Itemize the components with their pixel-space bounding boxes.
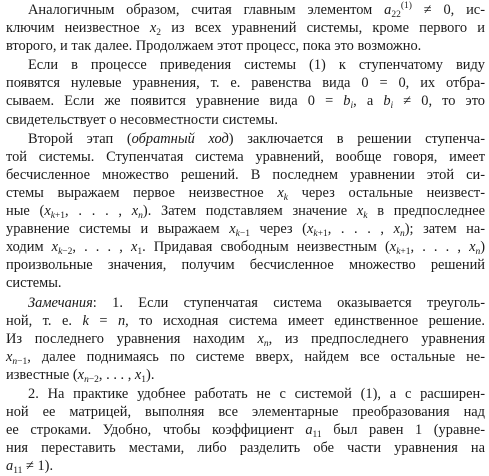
p2-line-2: появятся нулевые уравнения, т. е. равенства вида 0 = 0, их отбра- <box>6 75 485 92</box>
p3-line-6: уравнение системы и выражаем $x_{k-1}$ через ($x_{k+1}$, . . . , $x_n$); затем на- <box>6 221 486 240</box>
p4-line-2: ной, т. е. k = n, то исходная система имеет единственное решение. <box>6 312 486 329</box>
p3-line-8: произвольные значения, получим бесчисленное множество решений <box>6 257 485 274</box>
p1-line-1: Аналогичным образом, считая главным элементом $a_{22}^{(1)} \ne 0$, ис- <box>28 1 485 20</box>
p2-line-1: Если в процессе приведения системы (1) к ступенчатому виду <box>28 57 485 74</box>
paragraph-2 <box>6 56 485 128</box>
p1-line-2: ключим неизвестное $x_2$ из всех уравнений системы, кроме первого и <box>6 20 485 39</box>
p4-line-1: Замечания: 1. Если ступенчатая система оказывается треуголь- <box>28 294 485 311</box>
p4-line-3: Из последнего уравнения находим $x_n$, из предпоследнего уравнения <box>6 330 486 349</box>
p4-line-5: известные ($x_{n-2}$, . . . , $x_1$). <box>6 366 155 385</box>
p3-line-1: Второй этап (обратный ход) заключается в решении ступенча- <box>28 130 485 147</box>
p5-line-5: $a_{11} \ne 1$). <box>6 458 54 476</box>
p3-line-3: бесчисленное множество решений. В последнем уравнении этой си- <box>6 166 485 183</box>
p3-line-5: ные ($x_{k+1}$, . . . , $x_n$). Затем подставляем значение $x_k$ в предпоследнее <box>6 203 485 222</box>
p5-line-1: 2. На практике удобнее работать не с системой (1), а с расширен- <box>28 385 485 402</box>
p3-line-9: системы. <box>6 275 62 292</box>
p1-line-3: второго, и так далее. Продолжаем этот процесс, пока это возможно. <box>6 38 422 55</box>
p3-line-4: стемы выражаем первое неизвестное $x_k$ через остальные неизвест- <box>6 184 485 203</box>
p5-line-3: ее строками. Удобно, чтобы коэффициент $a_{11}$ был равен 1 (уравне- <box>6 422 486 441</box>
paragraph-1 <box>6 1 485 55</box>
paragraph-5 <box>6 385 485 475</box>
p2-line-4: свидетельствует о несовместности системы. <box>6 111 278 128</box>
p3-line-7: ходим $x_{k-2}$, . . . , $x_1$. Придавая свободным неизвестным ($x_{k+1}$, . . . , $x_n$) <box>6 239 485 258</box>
p5-line-2: ной ее матрицей, выполняя все элементарные преобразования над <box>6 404 485 421</box>
paragraph-3 <box>6 130 485 293</box>
p2-line-3: сываем. Если же появится уравнение вида $0 = b_i$, а $b_i \ne 0$, то это <box>6 93 485 112</box>
p3-line-2: той системы. Ступенчатая система уравнений, вообще говоря, имеет <box>6 148 485 165</box>
paragraph-4 <box>6 294 485 384</box>
p5-line-4: ния переставить местами, либо разделить обе части уравнения на <box>6 440 485 457</box>
p4-line-4: $x_{n-1}$, далее поднимаясь по системе вверх, найдем все остальные не- <box>6 348 485 367</box>
